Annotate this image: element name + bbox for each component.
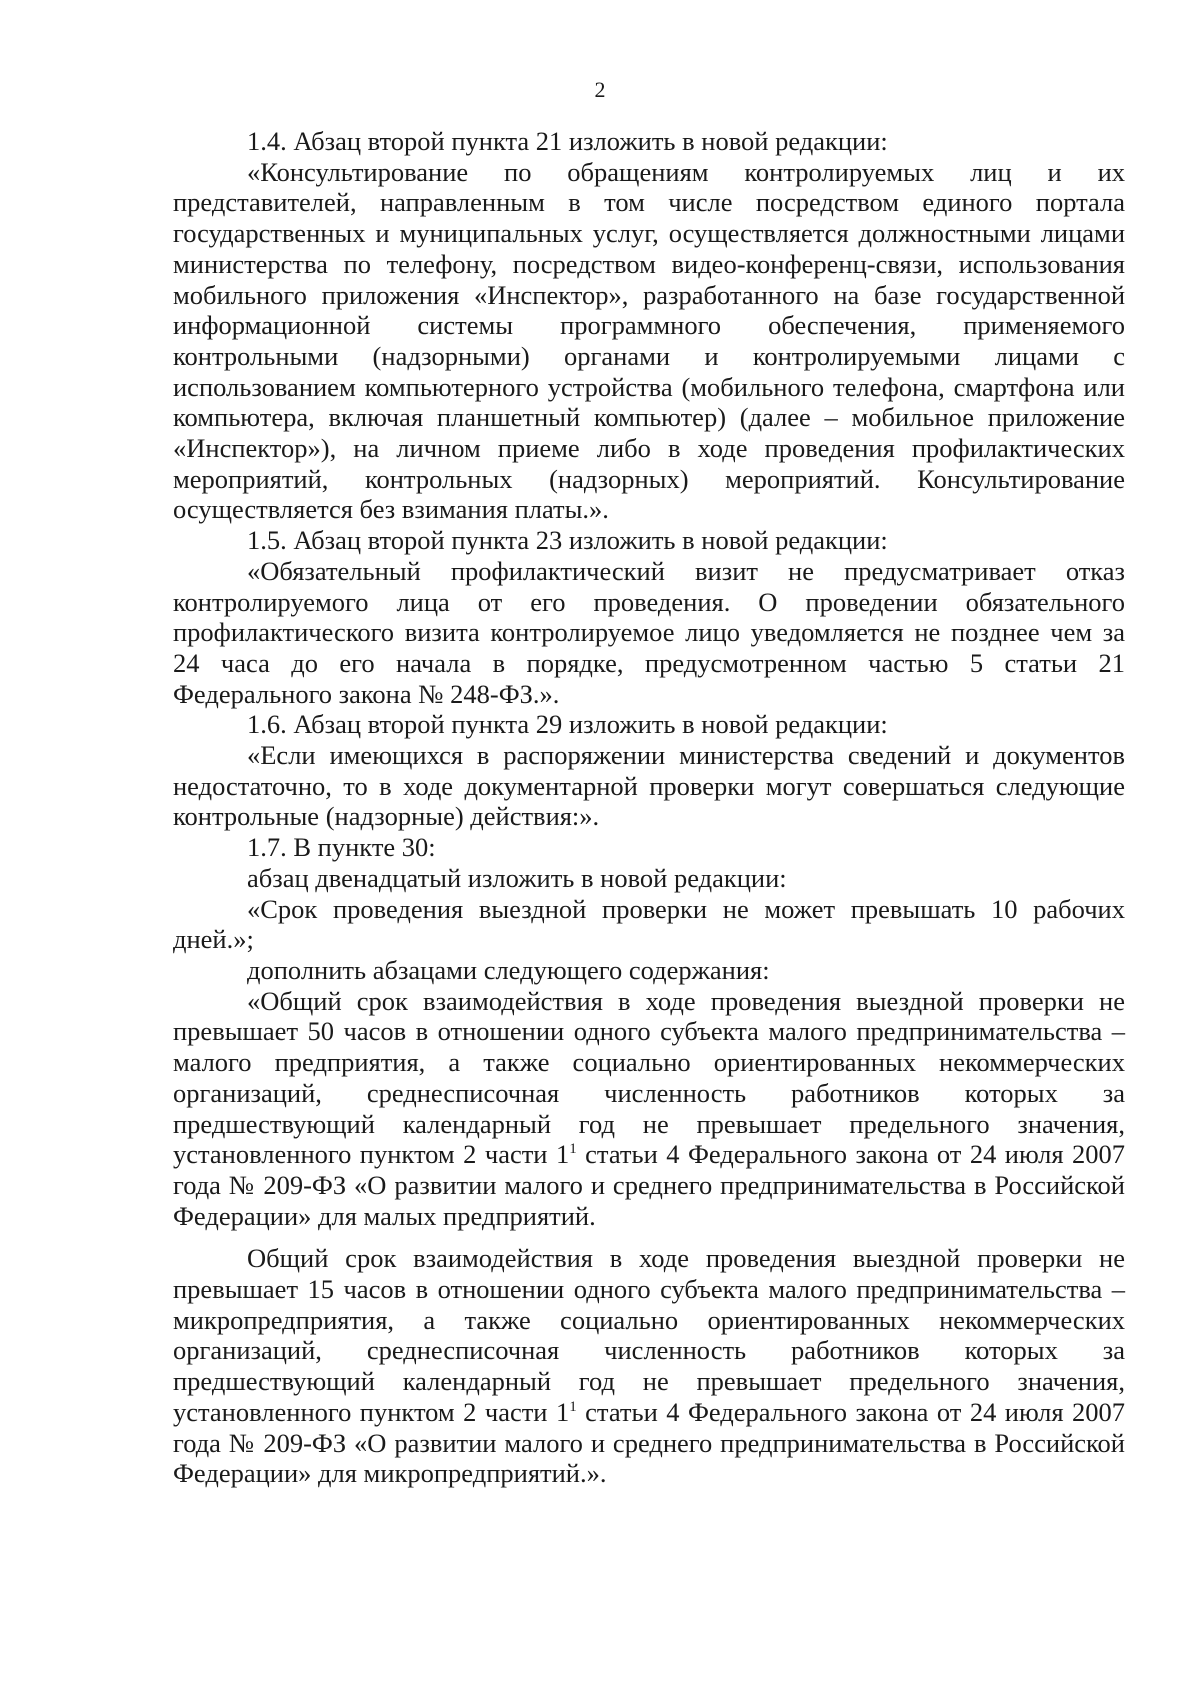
text-segment: статьи 4 Федерального закона от 24 июля 2007 года № 209-ФЗ «О развитии малого и среднего предпринимательства в Российской Федерации» для малых предприятий. bbox=[173, 1139, 1125, 1231]
paragraph-preventive-visit-text: «Обязательный профилактический визит не предусматривает отказ контролируемого лица от его проведения. О проведении обязательного профилактического визита контролируемое лицо уведомляется не позднее чем за 24 часа до его начала в порядке, предусмотренном частью 5 статьи 21 Федерального закона № 248-ФЗ.». bbox=[173, 555, 1125, 709]
document-body bbox=[173, 126, 1125, 1489]
paragraph-documentary-check-text: «Если имеющихся в распоряжении министерства сведений и документов недостаточно, то в ходе документарной проверки могут совершаться следующие контрольные (надзорные) действия:». bbox=[173, 740, 1125, 832]
paragraph-supplement-note: дополнить абзацами следующего содержания: bbox=[247, 954, 770, 985]
paragraph-consulting-text: «Консультирование по обращениям контролируемых лиц и их представителей, направленным в том числе посредством единого портала государственных и муниципальных услуг, осуществляется должностными лицами министерства по телефону, посредством видео-конференц-связи, использования мобильного приложения «Инспектор», разработанного на базе государственной информационной системы программного обеспечения, применяемого контрольными (надзорными) органами и контролируемыми лицами с использованием компьютерного устройства (мобильного телефона, смартфона или компьютера, включая планшетный компьютер) (далее – мобильное приложение «Инспектор»), на личном приеме либо в ходе проведения профилактических мероприятий, контрольных (надзорных) мероприятий. Консультирование осуществляется без взимания платы.». bbox=[173, 156, 1125, 525]
superscript: 1 bbox=[569, 1399, 577, 1415]
paragraph-1-7-heading: 1.7. В пункте 30: bbox=[247, 832, 436, 863]
page-number: 2 bbox=[594, 77, 606, 102]
paragraph-1-4-heading: 1.4. Абзац второй пункта 21 изложить в новой редакции: bbox=[247, 126, 888, 156]
paragraph-twelfth-abstract-note: абзац двенадцатый изложить в новой редакции: bbox=[247, 862, 787, 893]
text-segment: статьи 4 Федерального закона от 24 июля 2007 года № 209-ФЗ «О развитии малого и среднего предпринимательства в Российской Федерации» для микропредприятий.». bbox=[173, 1396, 1125, 1489]
text-segment: Общий срок взаимодействия в ходе проведения выездной проверки не превышает 15 часов в отношении одного субъекта малого предпринимательства – микропредприятия, а также социально ориентированных некоммерческих организаций, среднесписочная численность работников которых за предшествующий календарный год не превышает предельного значения, установленного пунктом 2 части 1 bbox=[173, 1243, 1125, 1427]
paragraph-1-6-heading: 1.6. Абзац второй пункта 29 изложить в новой редакции: bbox=[247, 709, 888, 740]
superscript: 1 bbox=[569, 1141, 577, 1158]
paragraph-micro-enterprise-term bbox=[173, 1243, 1125, 1489]
paragraph-onsite-check-term: «Срок проведения выездной проверки не может превышать 10 рабочих дней.»; bbox=[173, 893, 1125, 955]
paragraph-1-5-heading: 1.5. Абзац второй пункта 23 изложить в новой редакции: bbox=[247, 525, 888, 556]
text-segment: «Общий срок взаимодействия в ходе проведения выездной проверки не превышает 50 часов в отношении одного субъекта малого предпринимательства – малого предприятия, а также социально ориентированных некоммерческих организаций, среднесписочная численность работников которых за предшествующий календарный год не превышает предельного значения, установленного пунктом 2 части 1 bbox=[173, 985, 1125, 1170]
paragraph-small-enterprise-term bbox=[173, 986, 1125, 1232]
